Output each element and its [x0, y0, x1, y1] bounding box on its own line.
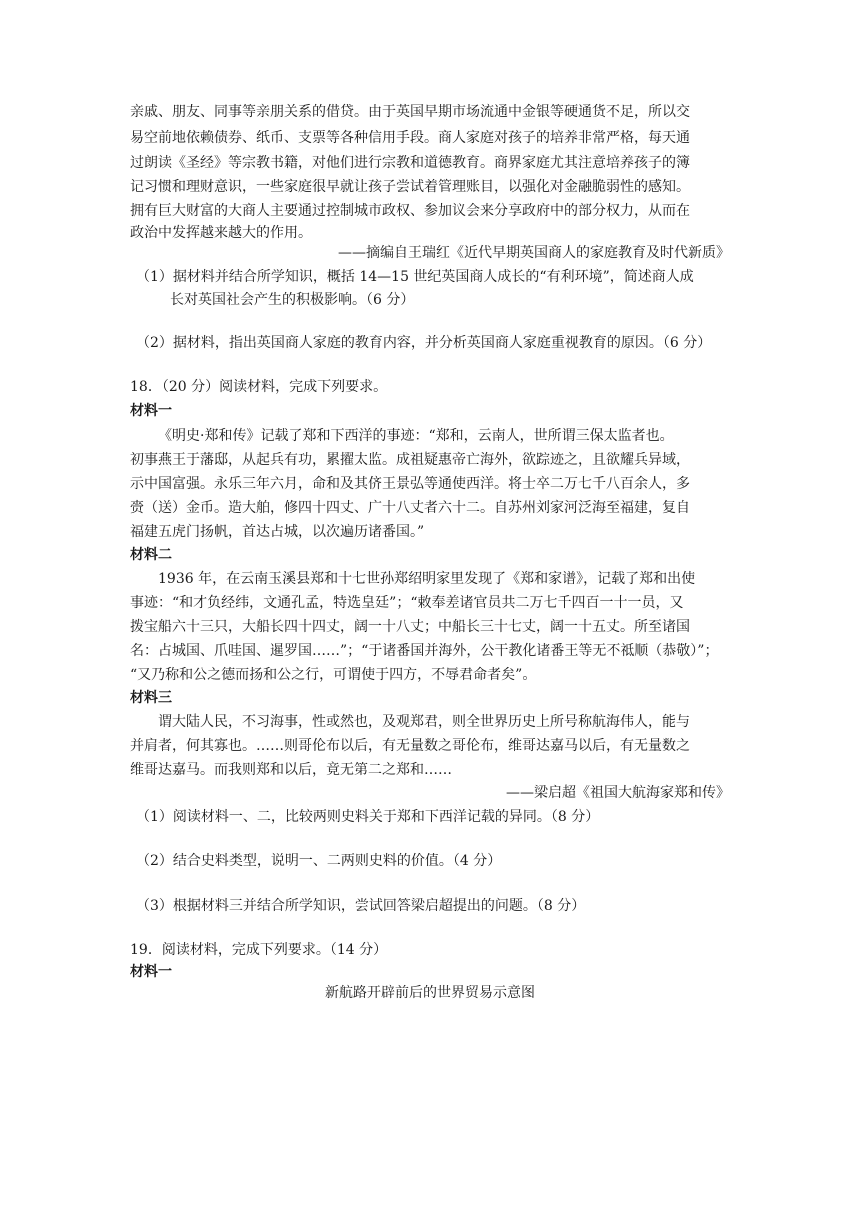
q19-title: 19．阅读材料，完成下列要求。（14 分）: [130, 942, 388, 958]
q18-sub2: （2）结合史料类型，说明一、二两则史料的价值。（4 分）: [136, 853, 502, 869]
q18-material1-line: 初事燕王于藩邸，从起兵有功，累擢太监。成祖疑惠帝亡海外，欲踪迹之，且欲耀兵异域，: [130, 452, 690, 468]
q18-title: 18．（20 分）阅读材料，完成下列要求。: [130, 379, 388, 395]
passage-source: ——摘编自王瑞红《近代早期英国商人的家庭教育及时代新质》: [338, 245, 730, 261]
q18-material2-line: 1936 年，在云南玉溪县郑和十七世孙郑绍明家里发现了《郑和家谱》，记载了郑和出使: [158, 571, 696, 587]
q19-material1-heading: 材料一: [130, 964, 172, 980]
q18-material1-line: 赍（送）金币。造大舶，修四十四丈、广十八丈者六十二。自苏州刘家河泛海至福建，复自: [130, 500, 690, 516]
passage-line: 拥有巨大财富的大商人主要通过控制城市政权、参加议会来分享政府中的部分权力，从而在: [130, 203, 690, 219]
q17-sub1-cont: 长对英国社会产生的积极影响。（6 分）: [170, 292, 415, 308]
passage-line: 亲戚、朋友、同事等亲朋关系的借贷。由于英国早期市场流通中金银等硬通货不足，所以交: [130, 104, 690, 120]
q18-material1-line: 示中国富强。永乐三年六月，命和及其侪王景弘等通使西洋。将士卒二万七千八百余人，多: [130, 476, 690, 492]
q18-material1-line: 福建五虎门扬帆，首达占城，以次遍历诸番国。”: [130, 524, 425, 540]
q18-material3-line: 并肩者，何其寡也。……则哥伦布以后，有无量数之哥伦布，维哥达嘉马以后，有无量数之: [130, 738, 690, 754]
q18-material3-line: 维哥达嘉马。而我则郑和以后，竟无第二之郑和……: [130, 762, 452, 778]
passage-line: 记习惯和理财意识，一些家庭很早就让孩子尝试着管理账目，以强化对金融脆弱性的感知。: [130, 179, 690, 195]
q18-material2-line: 拨宝船六十三只，大船长四十四丈，阔一十八丈；中船长三十七丈，阔一十五丈。所至诸国: [130, 619, 690, 635]
passage-line: 易空前地依赖债券、纸币、支票等各种信用手段。商人家庭对孩子的培养非常严格，每天通: [130, 130, 690, 146]
q17-sub1: （1）据材料并结合所学知识，概括 14—15 世纪英国商人成长的“有利环境”，简述商人成: [136, 269, 694, 285]
q18-material1-heading: 材料一: [130, 403, 172, 419]
q17-sub2: （2）据材料，指出英国商人家庭的教育内容，并分析英国商人家庭重视教育的原因。（6 分）: [136, 335, 712, 351]
passage-line: 过朗读《圣经》等宗教书籍，对他们进行宗教和道德教育。商界家庭尤其注意培养孩子的簿: [130, 155, 690, 171]
passage-line: 政治中发挥越来越大的作用。: [130, 225, 312, 241]
q18-material2-line: 事迹：“和才负经纬，文通孔孟，特选皇廷”；“敕奉差诸官员共二万七千四百一十一员，又: [130, 595, 684, 611]
q18-material3-heading: 材料三: [130, 690, 172, 706]
q18-sub3: （3）根据材料三并结合所学知识，尝试回答梁启超提出的问题。（8 分）: [136, 898, 586, 914]
figure-caption: 新航路开辟前后的世界贸易示意图: [325, 985, 535, 1001]
q18-sub1: （1）阅读材料一、二，比较两则史料关于郑和下西洋记载的异同。（8 分）: [136, 809, 600, 825]
q18-material3-source: ——梁启超《祖国大航海家郑和传》: [506, 785, 730, 801]
q18-material2-line: 名：占城国、爪哇国、暹罗国……”；“于诸番国并海外，公干教化诸番王等无不祗顺（恭敬）”；: [130, 643, 719, 659]
q18-material2-line: “又乃称和公之德而扬和公之行，可谓使于四方，不辱君命者矣”。: [130, 667, 537, 683]
q18-material1-line: 《明史·郑和传》记载了郑和下西洋的事迹：“郑和，云南人，世所谓三保太监者也。: [158, 428, 674, 444]
q18-material2-heading: 材料二: [130, 547, 172, 563]
q18-material3-line: 谓大陆人民，不习海事，性或然也，及观郑君，则全世界历史上所号称航海伟人，能与: [158, 714, 690, 730]
